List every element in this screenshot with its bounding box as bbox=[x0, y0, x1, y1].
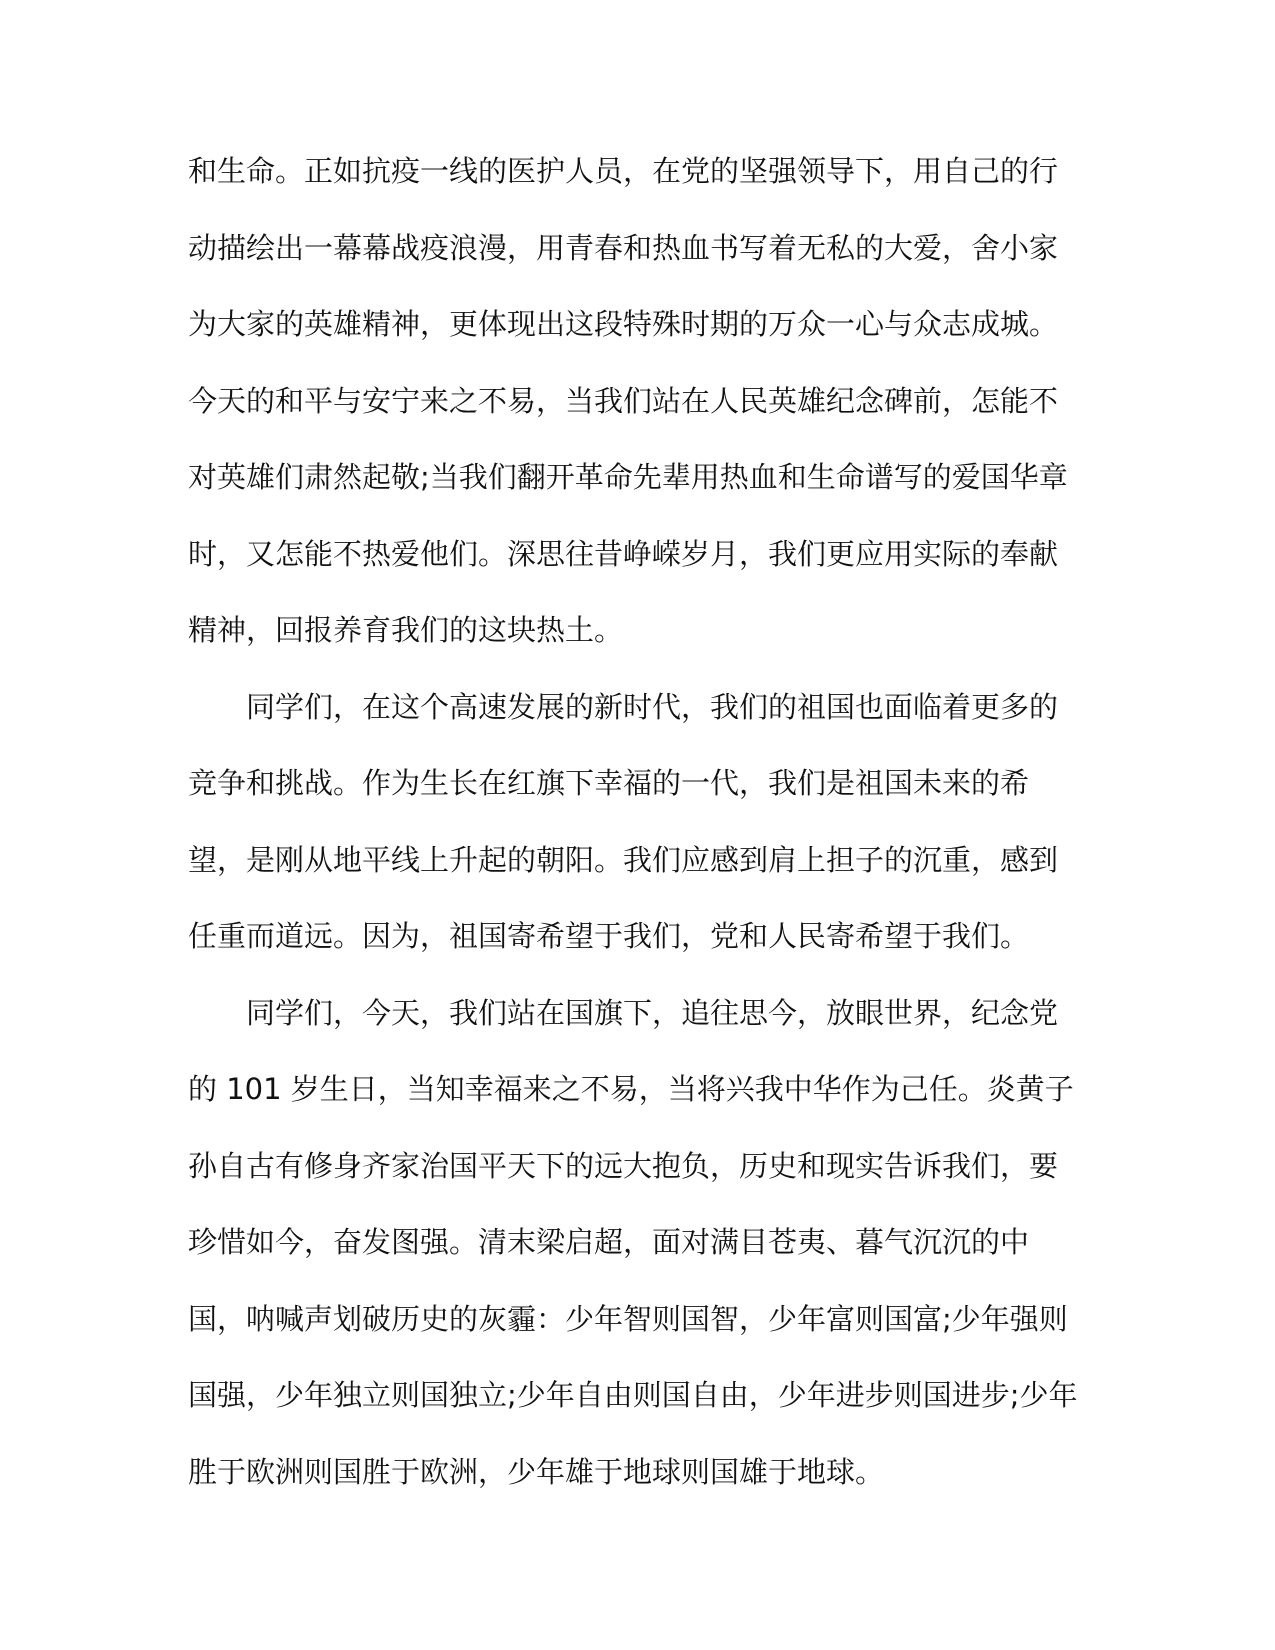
text-line: 任重而道远。因为，祖国寄希望于我们，党和人民寄希望于我们。 bbox=[188, 919, 1030, 953]
document-body bbox=[188, 133, 1088, 1510]
text-line: 动描绘出一幕幕战疫浪漫，用青春和热血书写着无私的大爱，舍小家 bbox=[188, 230, 1059, 265]
paragraph-first-line: 同学们，今天，我们站在国旗下，追往思今，放眼世界，纪念党 bbox=[246, 995, 1059, 1030]
text-line: 为大家的英雄精神，更体现出这段特殊时期的万众一心与众志成城。 bbox=[188, 307, 1059, 341]
paragraph-first-line: 同学们，在这个高速发展的新时代，我们的祖国也面临着更多的 bbox=[246, 689, 1059, 724]
text-line: 今天的和平与安宁来之不易，当我们站在人民英雄纪念碑前，怎能不 bbox=[188, 383, 1059, 418]
text-line: 望，是刚从地平线上升起的朝阳。我们应感到肩上担子的沉重，感到 bbox=[188, 842, 1059, 877]
text-line: 胜于欧洲则国胜于欧洲，少年雄于地球则国雄于地球。 bbox=[188, 1454, 885, 1489]
text-line: 和生命。正如抗疫一线的医护人员，在党的坚强领导下，用自己的行 bbox=[188, 154, 1059, 188]
text-line: 的 101 岁生日，当知幸福来之不易，当将兴我中华作为己任。炎黄子 bbox=[188, 1072, 1074, 1106]
text-line: 国，呐喊声划破历史的灰霾：少年智则国智，少年富则国富;少年强则 bbox=[188, 1301, 1068, 1336]
text-line: 国强，少年独立则国独立;少年自由则国自由，少年进步则国进步;少年 bbox=[188, 1378, 1078, 1412]
text-line: 精神，回报养育我们的这块热土。 bbox=[188, 613, 624, 647]
text-line: 时，又怎能不热爱他们。深思往昔峥嵘岁月，我们更应用实际的奉献 bbox=[188, 536, 1059, 571]
text-line: 孙自古有修身齐家治国平天下的远大抱负，历史和现实告诉我们，要 bbox=[188, 1148, 1059, 1183]
text-line: 对英雄们肃然起敬;当我们翻开革命先辈用热血和生命谱写的爱国华章 bbox=[188, 460, 1068, 494]
text-line: 竞争和挑战。作为生长在红旗下幸福的一代，我们是祖国未来的希 bbox=[188, 766, 1030, 800]
text-line: 珍惜如今，奋发图强。清末梁启超，面对满目苍夷、暮气沉沉的中 bbox=[188, 1225, 1030, 1259]
